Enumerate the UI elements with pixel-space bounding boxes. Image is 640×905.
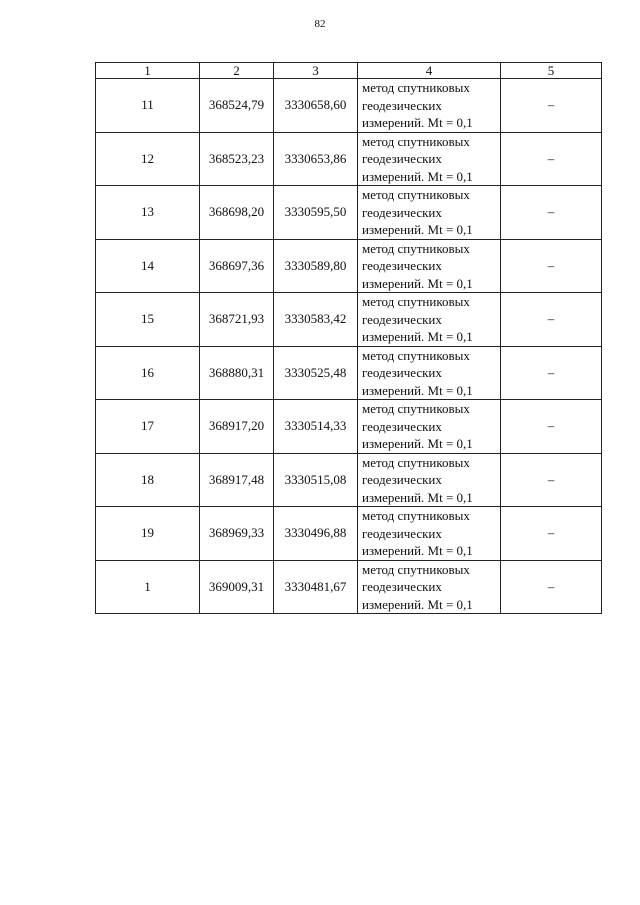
method-cell bbox=[358, 346, 501, 400]
method-text-line: метод спутниковых bbox=[362, 347, 470, 363]
y-coordinate-cell: 3330481,67 bbox=[274, 560, 358, 614]
column-header: 4 bbox=[358, 63, 501, 79]
method-text-line: метод спутниковых bbox=[362, 294, 470, 309]
column-header: 3 bbox=[274, 63, 358, 79]
method-text-line: геодезических bbox=[362, 258, 442, 273]
method-cell bbox=[358, 400, 501, 454]
method-text-line: геодезических bbox=[362, 204, 442, 220]
table-row bbox=[96, 186, 602, 240]
table-row bbox=[96, 453, 602, 507]
method-text-line: измерений. Mt = 0,1 bbox=[362, 275, 473, 291]
y-coordinate-cell: 3330658,60 bbox=[274, 79, 358, 133]
table-header-row bbox=[96, 63, 602, 79]
x-coordinate-cell: 368698,20 bbox=[200, 186, 274, 240]
point-number-cell: 18 bbox=[96, 453, 200, 507]
method-cell bbox=[358, 132, 501, 186]
method-text-line: метод спутниковых bbox=[362, 561, 470, 577]
table-row bbox=[96, 79, 602, 133]
table-body bbox=[96, 79, 602, 614]
note-cell: – bbox=[501, 560, 602, 614]
table-row bbox=[96, 346, 602, 400]
point-number-cell: 15 bbox=[96, 293, 200, 347]
method-text-line: измерений. Mt = 0,1 bbox=[362, 222, 473, 237]
table-row bbox=[96, 560, 602, 614]
point-number-cell: 16 bbox=[96, 346, 200, 400]
method-text-line: измерений. Mt = 0,1 bbox=[362, 115, 473, 130]
table-row bbox=[96, 293, 602, 347]
point-number-cell: 19 bbox=[96, 507, 200, 561]
method-text-line: измерений. Mt = 0,1 bbox=[362, 596, 473, 612]
method-text-line: метод спутниковых bbox=[362, 508, 470, 523]
point-number-cell: 12 bbox=[96, 132, 200, 186]
note-cell: – bbox=[501, 79, 602, 133]
note-cell: – bbox=[501, 400, 602, 454]
note-cell: – bbox=[501, 132, 602, 186]
note-cell: – bbox=[501, 453, 602, 507]
y-coordinate-cell: 3330525,48 bbox=[274, 346, 358, 400]
point-number-cell: 1 bbox=[96, 560, 200, 614]
point-number-cell: 14 bbox=[96, 239, 200, 293]
x-coordinate-cell: 368917,20 bbox=[200, 400, 274, 454]
y-coordinate-cell: 3330515,08 bbox=[274, 453, 358, 507]
y-coordinate-cell: 3330653,86 bbox=[274, 132, 358, 186]
y-coordinate-cell: 3330496,88 bbox=[274, 507, 358, 561]
table-row bbox=[96, 132, 602, 186]
note-cell: – bbox=[501, 239, 602, 293]
x-coordinate-cell: 368880,31 bbox=[200, 346, 274, 400]
column-header: 2 bbox=[200, 63, 274, 79]
method-cell bbox=[358, 293, 501, 347]
method-text-line: геодезических bbox=[362, 472, 442, 487]
x-coordinate-cell: 368969,33 bbox=[200, 507, 274, 561]
note-cell: – bbox=[501, 346, 602, 400]
method-text-line: метод спутниковых bbox=[362, 133, 470, 149]
method-text-line: измерений. Mt = 0,1 bbox=[362, 168, 473, 184]
table-row bbox=[96, 239, 602, 293]
method-text-line: геодезических bbox=[362, 311, 442, 327]
method-text-line: метод спутниковых bbox=[362, 401, 470, 416]
point-number-cell: 13 bbox=[96, 186, 200, 240]
column-header: 1 bbox=[96, 63, 200, 79]
y-coordinate-cell: 3330595,50 bbox=[274, 186, 358, 240]
table-row bbox=[96, 507, 602, 561]
method-text-line: метод спутниковых bbox=[362, 80, 470, 95]
method-text-line: геодезических bbox=[362, 525, 442, 541]
table-row bbox=[96, 400, 602, 454]
note-cell: – bbox=[501, 507, 602, 561]
x-coordinate-cell: 369009,31 bbox=[200, 560, 274, 614]
method-cell bbox=[358, 453, 501, 507]
x-coordinate-cell: 368523,23 bbox=[200, 132, 274, 186]
method-cell bbox=[358, 560, 501, 614]
method-text-line: метод спутниковых bbox=[362, 454, 470, 470]
y-coordinate-cell: 3330514,33 bbox=[274, 400, 358, 454]
method-text-line: геодезических bbox=[362, 151, 442, 166]
point-number-cell: 17 bbox=[96, 400, 200, 454]
x-coordinate-cell: 368524,79 bbox=[200, 79, 274, 133]
method-cell bbox=[358, 186, 501, 240]
note-cell: – bbox=[501, 186, 602, 240]
method-text-line: геодезических bbox=[362, 418, 442, 434]
method-text-line: измерений. Mt = 0,1 bbox=[362, 329, 473, 344]
x-coordinate-cell: 368697,36 bbox=[200, 239, 274, 293]
method-text-line: геодезических bbox=[362, 97, 442, 113]
x-coordinate-cell: 368721,93 bbox=[200, 293, 274, 347]
page-number: 82 bbox=[314, 18, 326, 30]
column-header: 5 bbox=[501, 63, 602, 79]
method-cell bbox=[358, 79, 501, 133]
method-text-line: геодезических bbox=[362, 365, 442, 380]
y-coordinate-cell: 3330589,80 bbox=[274, 239, 358, 293]
method-text-line: измерений. Mt = 0,1 bbox=[362, 382, 473, 398]
method-text-line: метод спутниковых bbox=[362, 240, 470, 256]
method-text-line: измерений. Mt = 0,1 bbox=[362, 543, 473, 558]
method-text-line: измерений. Mt = 0,1 bbox=[362, 436, 473, 451]
x-coordinate-cell: 368917,48 bbox=[200, 453, 274, 507]
y-coordinate-cell: 3330583,42 bbox=[274, 293, 358, 347]
method-cell bbox=[358, 507, 501, 561]
method-text-line: метод спутниковых bbox=[362, 187, 470, 202]
note-cell: – bbox=[501, 293, 602, 347]
method-text-line: геодезических bbox=[362, 579, 442, 594]
coordinates-table bbox=[95, 62, 602, 614]
point-number-cell: 11 bbox=[96, 79, 200, 133]
method-text-line: измерений. Mt = 0,1 bbox=[362, 489, 473, 505]
method-cell bbox=[358, 239, 501, 293]
